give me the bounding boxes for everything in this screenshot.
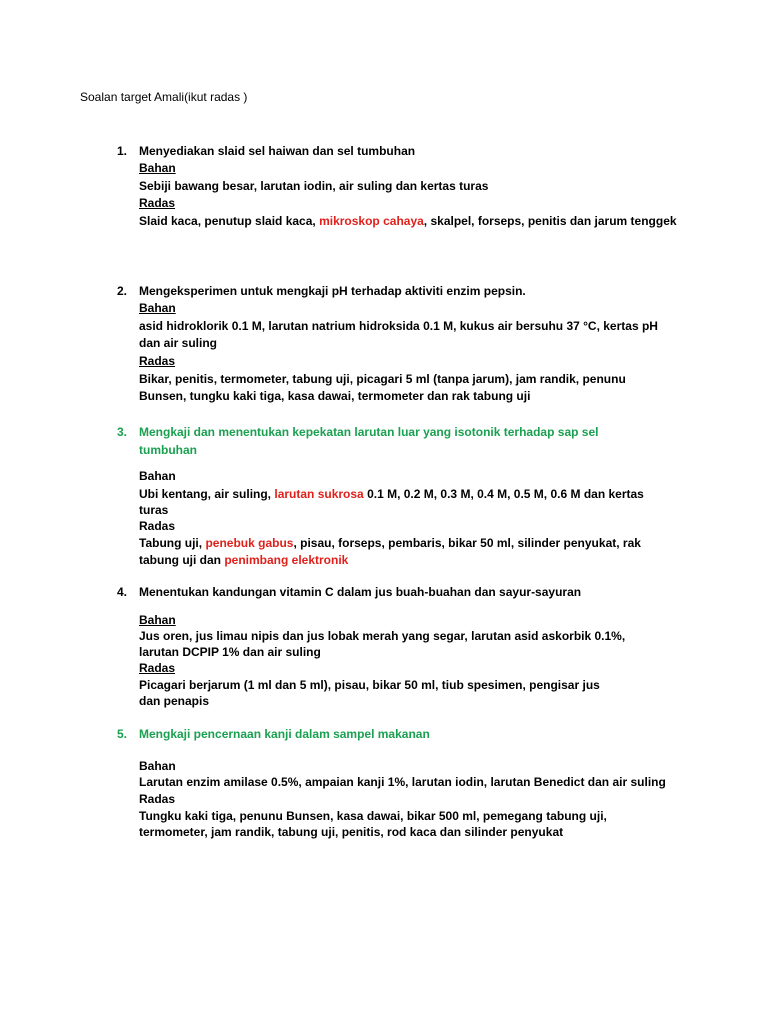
bahan-label: Bahan <box>139 759 176 773</box>
radas-text: termometer, jam randik, tabung uji, penitis, rod kaca dan silinder penyukat <box>139 825 564 839</box>
question-title: tumbuhan <box>139 443 197 457</box>
bahan-text: larutan DCPIP 1% dan air suling <box>139 645 321 659</box>
question-number: 3. <box>117 425 128 439</box>
radas-label: Radas <box>139 792 176 806</box>
radas-text-part: tabung uji dan <box>139 553 225 567</box>
radas-text: Tungku kaki tiga, penunu Bunsen, kasa dawai, bikar 500 ml, pemegang tabung uji, <box>139 809 607 823</box>
radas-text: dan penapis <box>139 694 210 708</box>
question-title: Menyediakan slaid sel haiwan dan sel tumbuhan <box>139 144 416 158</box>
highlighted-apparatus: penebuk gabus <box>205 536 294 550</box>
question-number: 1. <box>117 144 128 158</box>
radas-text: Bikar, penitis, termometer, tabung uji, picagari 5 ml (tanpa jarum), jam randik, penunu <box>139 372 626 386</box>
question-title: Mengkaji pencernaan kanji dalam sampel makanan <box>139 727 430 741</box>
radas-text <box>139 535 641 551</box>
bahan-text: Larutan enzim amilase 0.5%, ampaian kanji 1%, larutan iodin, larutan Benedict dan air suling <box>139 775 666 789</box>
bahan-text-part: Ubi kentang, air suling, <box>139 487 275 501</box>
highlighted-material: larutan sukrosa <box>274 487 364 501</box>
bahan-text: Sebiji bawang besar, larutan iodin, air suling dan kertas turas <box>139 179 489 193</box>
bahan-text: dan air suling <box>139 336 218 350</box>
radas-text-part: Tabung uji, <box>139 536 206 550</box>
bahan-text: asid hidroklorik 0.1 M, larutan natrium hidroksida 0.1 M, kukus air bersuhu 37 °C, kertas pH <box>139 319 658 333</box>
radas-label: Radas <box>139 196 176 210</box>
bahan-text-part: 0.1 M, 0.2 M, 0.3 M, 0.4 M, 0.5 M, 0.6 M dan kertas <box>363 487 644 501</box>
radas-text-part: , pisau, forseps, pembaris, bikar 50 ml, silinder penyukat, rak <box>293 536 641 550</box>
radas-text <box>139 552 348 568</box>
highlighted-apparatus: mikroskop cahaya <box>319 214 424 228</box>
radas-text: Bunsen, tungku kaki tiga, kasa dawai, termometer dan rak tabung uji <box>139 389 531 403</box>
question-number: 4. <box>117 585 128 599</box>
radas-text: Picagari berjarum (1 ml dan 5 ml), pisau, bikar 50 ml, tiub spesimen, pengisar jus <box>139 678 600 692</box>
bahan-text: turas <box>139 503 169 517</box>
document-title: Soalan target Amali(ikut radas ) <box>80 90 248 104</box>
bahan-label: Bahan <box>139 301 176 315</box>
bahan-label: Bahan <box>139 469 176 483</box>
question-number: 2. <box>117 284 128 298</box>
question-title: Mengeksperimen untuk mengkaji pH terhadap aktiviti enzim pepsin. <box>139 284 526 298</box>
bahan-text: Jus oren, jus limau nipis dan jus lobak merah yang segar, larutan asid askorbik 0.1%, <box>139 629 626 643</box>
question-title: Menentukan kandungan vitamin C dalam jus buah-buahan dan sayur-sayuran <box>139 585 582 599</box>
bahan-label: Bahan <box>139 161 176 175</box>
radas-label: Radas <box>139 519 176 533</box>
question-number: 5. <box>117 727 128 741</box>
highlighted-apparatus: penimbang elektronik <box>224 553 349 567</box>
question-title: Mengkaji dan menentukan kepekatan larutan luar yang isotonik terhadap sap sel <box>139 425 599 439</box>
radas-text-part: , skalpel, forseps, penitis dan jarum tenggek <box>423 214 677 228</box>
bahan-label: Bahan <box>139 613 176 627</box>
radas-label: Radas <box>139 661 176 675</box>
radas-label: Radas <box>139 354 176 368</box>
radas-text <box>139 213 677 229</box>
radas-text-part: Slaid kaca, penutup slaid kaca, <box>139 214 320 228</box>
bahan-text <box>139 486 644 502</box>
